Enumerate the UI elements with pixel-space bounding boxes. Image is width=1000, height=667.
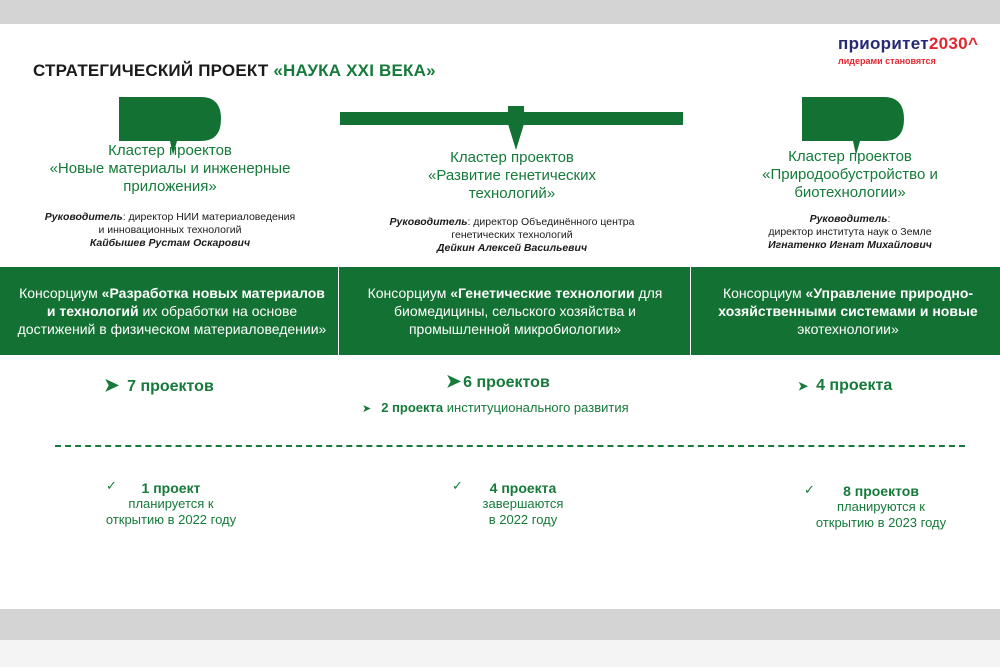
bottom-strip bbox=[0, 640, 1000, 667]
logo-tagline: лидерами становятся bbox=[838, 56, 936, 66]
band-divider bbox=[338, 267, 339, 355]
arrow-icon: ➤ bbox=[798, 379, 809, 393]
consortium-2: Консорциум «Генетические технологии для биомедицины, сельского хозяйства и промышленной микробиологии» bbox=[367, 285, 663, 337]
stat-cluster-2-sub: ➤ 2 проекта институционального развития bbox=[362, 400, 629, 415]
band-divider bbox=[690, 267, 691, 355]
check-icon: ✓ bbox=[452, 478, 463, 493]
plan-cluster-1: 1 проект планируется к открытию в 2022 году bbox=[105, 480, 237, 527]
cluster-leader-2: Руководитель: директор Объединённого центра генетических технологий Дейкин Алексей Васильевич bbox=[389, 216, 635, 254]
consortium-band bbox=[0, 267, 1000, 355]
title-highlight: «НАУКА XXI ВЕКА» bbox=[273, 61, 436, 80]
logo-mark-icon: ^ bbox=[967, 34, 979, 53]
consortium-3: Консорциум «Управление природно-хозяйственными системами и новые экотехнологии» bbox=[718, 285, 978, 337]
logo-year: 2030 bbox=[928, 34, 968, 53]
cluster-leader-1: Руководитель: директор НИИ материаловедения и инновационных технологий Кайбышев Рустам Оскарович bbox=[44, 211, 296, 249]
dashed-divider bbox=[55, 445, 965, 447]
check-icon: ✓ bbox=[804, 482, 815, 497]
cluster-heading-1: Кластер проектов «Новые материалы и инженерные приложения» bbox=[49, 142, 291, 195]
slide bbox=[0, 24, 1000, 609]
consortium-1: Консорциум «Разработка новых материалов и технологий их обработки на основе достижений в физическом материаловедении» bbox=[17, 285, 327, 337]
cluster-leader-3: Руководитель: директор института наук о Земле Игнатенко Игнат Михайлович bbox=[768, 213, 932, 251]
cluster-heading-3: Кластер проектов «Природообустройство и биотехнологии» bbox=[762, 148, 938, 201]
plan-cluster-3: 8 проектов планируются к открытию в 2023 году bbox=[815, 483, 947, 530]
priority-2030-logo bbox=[838, 34, 978, 66]
logo-word: приоритет bbox=[838, 34, 929, 53]
arrow-icon: ➤ bbox=[362, 403, 372, 415]
stat-cluster-1: ➤ 7 проектов bbox=[104, 375, 214, 395]
arrow-icon: ➤ bbox=[104, 375, 120, 395]
check-icon: ✓ bbox=[106, 478, 117, 493]
cluster-heading-2: Кластер проектов «Развитие генетических технологий» bbox=[428, 149, 596, 202]
page-title bbox=[33, 61, 436, 81]
title-prefix: СТРАТЕГИЧЕСКИЙ ПРОЕКТ bbox=[33, 61, 269, 80]
arrow-icon: ➤ bbox=[446, 371, 462, 391]
stat-cluster-2: ➤ 6 проектов bbox=[446, 371, 550, 391]
stat-cluster-3: ➤ 4 проекта bbox=[798, 377, 893, 394]
plan-cluster-2: 4 проекта завершаются в 2022 году bbox=[482, 480, 564, 527]
